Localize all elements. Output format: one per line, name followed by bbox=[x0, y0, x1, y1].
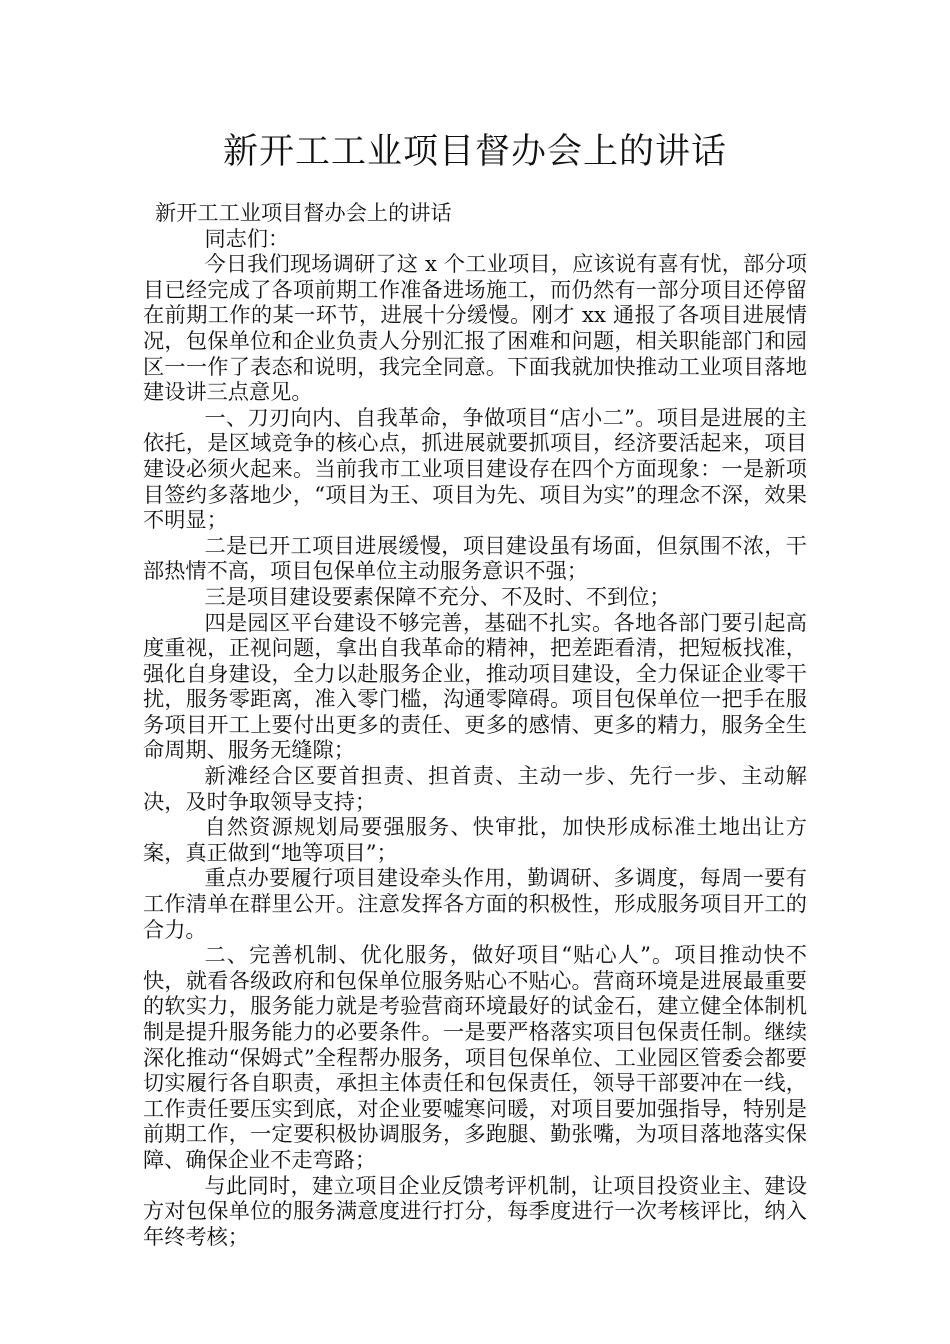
paragraph-feedback-mechanism: 与此同时，建立项目企业反馈考评机制，让项目投资业主、建设方对包保单位的服务满意度进行打分，每季度进行一次考核评比，纳入年终考核； bbox=[143, 1172, 807, 1249]
paragraph-point-one: 一、刀刃向内、自我革命，争做项目“店小二”。项目是进展的主依托，是区域竞争的核心点，抓进展就要抓项目，经济要活起来，项目建设必须火起来。当前我市工业项目建设存在四个方面现象：一是新项目签约多落地少，“项目为王、项目为先、项目为实”的理念不深，效果不明显； bbox=[143, 404, 807, 533]
paragraph-intro: 今日我们现场调研了这 x 个工业项目，应该说有喜有忧，部分项目已经完成了各项前期工作准备进场施工，而仍然有一部分项目还停留在前期工作的某一环节，进展十分缓慢。刚才 xx 通报了各项目进展情况，包保单位和企业负责人分别汇报了困难和问题，相关职能部门和园区一一作了表态和说明，我完全同意。下面我就加快推动工业项目落地建设讲三点意见。 bbox=[143, 251, 807, 405]
document-subtitle: 新开工工业项目督办会上的讲话 bbox=[155, 200, 452, 225]
paragraph-natural-resources-bureau: 自然资源规划局要强服务、快审批，加快形成标准土地出让方案，真正做到“地等项目”； bbox=[143, 814, 807, 865]
document-title: 新开工工业项目督办会上的讲话 bbox=[222, 132, 727, 172]
paragraph-xintan-zone: 新滩经合区要首担责、担首责、主动一步、先行一步、主动解决，及时争取领导支持； bbox=[143, 763, 807, 814]
paragraph-point-two: 二、完善机制、优化服务，做好项目“贴心人”。项目推动快不快，就看各级政府和包保单位服务贴心不贴心。营商环境是进展最重要的软实力，服务能力就是考验营商环境最好的试金石，建立健全体制机制是提升服务能力的必要条件。一是要严格落实项目包保责任制。继续深化推动“保姆式”全程帮办服务，项目包保单位、工业园区管委会都要切实履行各自职责，承担主体责任和包保责任，领导干部要冲在一线，工作责任要压实到底，对企业要嘘寒问暖，对项目要加强指导，特别是前期工作，一定要积极协调服务，多跑腿、勤张嘴，为项目落地落实保障、确保企业不走弯路； bbox=[143, 942, 807, 1172]
paragraph-issue-four: 四是园区平台建设不够完善，基础不扎实。各地各部门要引起高度重视，正视问题，拿出自我革命的精神，把差距看清，把短板找准，强化自身建设，全力以赴服务企业，推动项目建设，全力保证企业零干扰，服务零距离，准入零门槛，沟通零障碍。项目包保单位一把手在服务项目开工上要付出更多的责任、更多的感情、更多的精力，服务全生命周期、服务无缝隙； bbox=[143, 609, 807, 763]
paragraph-salutation: 同志们： bbox=[204, 225, 290, 251]
paragraph-key-office: 重点办要履行项目建设牵头作用，勤调研、多调度，每周一要有工作清单在群里公开。注意发挥各方面的积极性，形成服务项目开工的合力。 bbox=[143, 865, 807, 942]
paragraph-issue-three: 三是项目建设要素保障不充分、不及时、不到位； bbox=[204, 583, 671, 609]
document-body bbox=[143, 200, 807, 1249]
paragraph-issue-two: 二是已开工项目进展缓慢，项目建设虽有场面，但氛围不浓，干部热情不高，项目包保单位主动服务意识不强； bbox=[143, 532, 807, 584]
